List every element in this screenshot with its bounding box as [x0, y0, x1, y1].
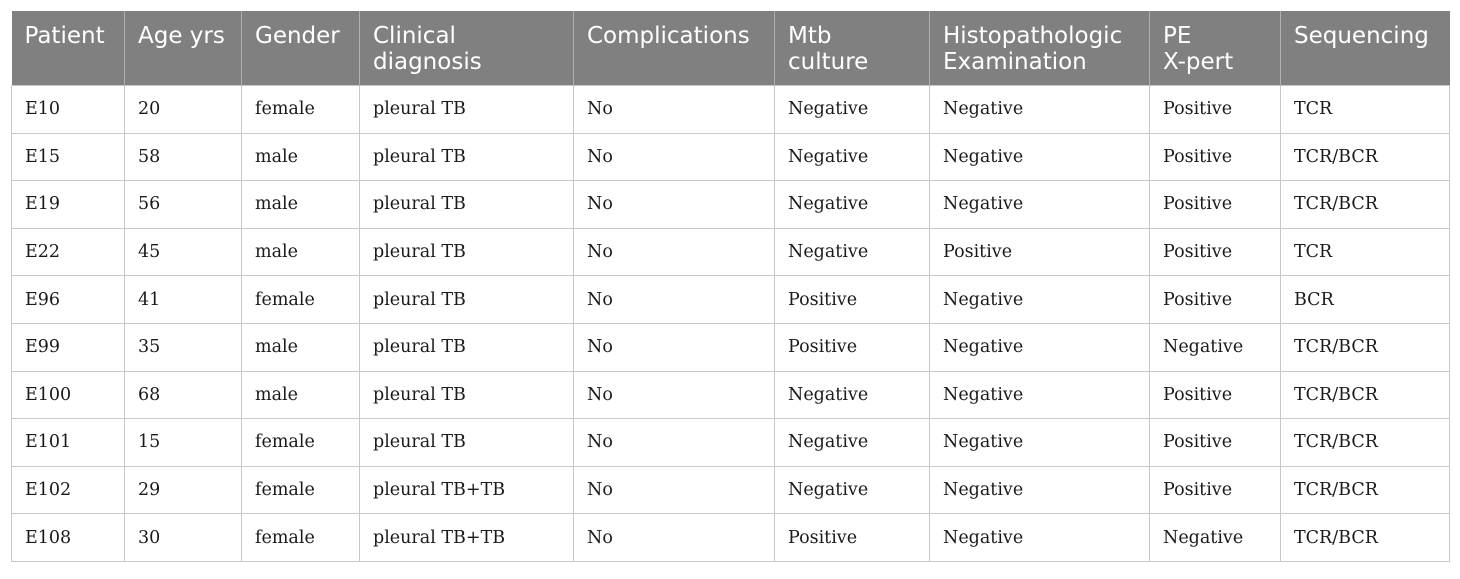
cell-pe-xpert: Positive [1150, 371, 1281, 419]
cell-gender: female [242, 419, 360, 467]
cell-sequencing: BCR [1281, 276, 1450, 324]
cell-sequencing: TCR/BCR [1281, 419, 1450, 467]
cell-gender: female [242, 466, 360, 514]
cell-patient: E99 [12, 323, 125, 371]
table-body [12, 86, 1450, 562]
cell-mtb-culture: Negative [775, 133, 930, 181]
cell-gender: male [242, 323, 360, 371]
cell-complications: No [574, 419, 775, 467]
header-label: Age yrs [138, 23, 225, 49]
cell-sequencing: TCR/BCR [1281, 514, 1450, 562]
cell-mtb-culture: Negative [775, 371, 930, 419]
table-row [12, 228, 1450, 276]
cell-sequencing: TCR/BCR [1281, 323, 1450, 371]
cell-histopathologic-examination: Negative [930, 466, 1150, 514]
cell-pe-xpert: Positive [1150, 276, 1281, 324]
header-mtb-culture [775, 11, 930, 86]
cell-patient: E96 [12, 276, 125, 324]
table-row [12, 419, 1450, 467]
header-label: Examination [943, 49, 1087, 75]
cell-age: 45 [125, 228, 242, 276]
cell-histopathologic-examination: Negative [930, 181, 1150, 229]
cell-clinical-diagnosis: pleural TB [360, 419, 574, 467]
cell-age: 30 [125, 514, 242, 562]
cell-mtb-culture: Negative [775, 228, 930, 276]
cell-complications: No [574, 86, 775, 134]
cell-pe-xpert: Positive [1150, 181, 1281, 229]
cell-complications: No [574, 514, 775, 562]
header-histopathologic-examination [930, 11, 1150, 86]
table-row [12, 276, 1450, 324]
cell-histopathologic-examination: Negative [930, 276, 1150, 324]
cell-complications: No [574, 133, 775, 181]
cell-pe-xpert: Positive [1150, 228, 1281, 276]
cell-histopathologic-examination: Negative [930, 323, 1150, 371]
cell-age: 35 [125, 323, 242, 371]
header-sequencing [1281, 11, 1450, 86]
header-patient [12, 11, 125, 86]
cell-age: 41 [125, 276, 242, 324]
cell-pe-xpert: Positive [1150, 419, 1281, 467]
header-label: X-pert [1163, 49, 1234, 75]
cell-complications: No [574, 371, 775, 419]
header-label: Mtb [788, 23, 832, 49]
cell-age: 68 [125, 371, 242, 419]
header-label: Complications [587, 23, 750, 49]
cell-clinical-diagnosis: pleural TB [360, 371, 574, 419]
header-label: Gender [255, 23, 340, 49]
cell-age: 15 [125, 419, 242, 467]
cell-sequencing: TCR [1281, 86, 1450, 134]
cell-gender: male [242, 133, 360, 181]
header-clinical-diagnosis [360, 11, 574, 86]
cell-complications: No [574, 323, 775, 371]
cell-sequencing: TCR/BCR [1281, 181, 1450, 229]
cell-gender: male [242, 228, 360, 276]
cell-patient: E22 [12, 228, 125, 276]
cell-mtb-culture: Positive [775, 276, 930, 324]
table-header [12, 11, 1450, 86]
table-row [12, 371, 1450, 419]
table-row [12, 133, 1450, 181]
cell-histopathologic-examination: Negative [930, 514, 1150, 562]
cell-complications: No [574, 466, 775, 514]
cell-gender: female [242, 276, 360, 324]
cell-pe-xpert: Positive [1150, 133, 1281, 181]
table-row [12, 466, 1450, 514]
cell-patient: E10 [12, 86, 125, 134]
cell-gender: male [242, 371, 360, 419]
table-row [12, 181, 1450, 229]
table-row [12, 514, 1450, 562]
header-label: Patient [24, 23, 105, 49]
header-label: Clinical [373, 23, 456, 49]
cell-patient: E100 [12, 371, 125, 419]
cell-clinical-diagnosis: pleural TB+TB [360, 514, 574, 562]
cell-age: 20 [125, 86, 242, 134]
header-label: PE [1163, 23, 1192, 49]
cell-age: 29 [125, 466, 242, 514]
cell-complications: No [574, 276, 775, 324]
table-row [12, 323, 1450, 371]
cell-sequencing: TCR/BCR [1281, 466, 1450, 514]
cell-patient: E15 [12, 133, 125, 181]
cell-clinical-diagnosis: pleural TB [360, 86, 574, 134]
header-gender [242, 11, 360, 86]
header-label: diagnosis [373, 49, 482, 75]
cell-clinical-diagnosis: pleural TB [360, 323, 574, 371]
cell-sequencing: TCR [1281, 228, 1450, 276]
header-row [12, 11, 1450, 86]
cell-histopathologic-examination: Negative [930, 86, 1150, 134]
cell-mtb-culture: Negative [775, 466, 930, 514]
header-age [125, 11, 242, 86]
cell-age: 56 [125, 181, 242, 229]
cell-pe-xpert: Positive [1150, 466, 1281, 514]
cell-patient: E19 [12, 181, 125, 229]
header-pe-xpert [1150, 11, 1281, 86]
cell-mtb-culture: Negative [775, 419, 930, 467]
cell-pe-xpert: Negative [1150, 514, 1281, 562]
cell-clinical-diagnosis: pleural TB [360, 133, 574, 181]
cell-histopathologic-examination: Negative [930, 371, 1150, 419]
cell-mtb-culture: Positive [775, 323, 930, 371]
cell-sequencing: TCR/BCR [1281, 371, 1450, 419]
cell-clinical-diagnosis: pleural TB [360, 276, 574, 324]
cell-gender: female [242, 86, 360, 134]
cell-histopathologic-examination: Negative [930, 419, 1150, 467]
cell-clinical-diagnosis: pleural TB+TB [360, 466, 574, 514]
cell-clinical-diagnosis: pleural TB [360, 181, 574, 229]
cell-pe-xpert: Positive [1150, 86, 1281, 134]
cell-complications: No [574, 181, 775, 229]
cell-gender: female [242, 514, 360, 562]
patient-table-container [11, 11, 1449, 562]
cell-age: 58 [125, 133, 242, 181]
cell-mtb-culture: Negative [775, 181, 930, 229]
patient-table [11, 11, 1450, 562]
header-label: culture [788, 49, 869, 75]
cell-patient: E108 [12, 514, 125, 562]
cell-histopathologic-examination: Negative [930, 133, 1150, 181]
cell-clinical-diagnosis: pleural TB [360, 228, 574, 276]
cell-complications: No [574, 228, 775, 276]
cell-gender: male [242, 181, 360, 229]
cell-sequencing: TCR/BCR [1281, 133, 1450, 181]
cell-patient: E101 [12, 419, 125, 467]
cell-mtb-culture: Positive [775, 514, 930, 562]
header-label: Sequencing [1294, 23, 1429, 49]
cell-mtb-culture: Negative [775, 86, 930, 134]
header-label: Histopathologic [943, 23, 1123, 49]
cell-pe-xpert: Negative [1150, 323, 1281, 371]
cell-patient: E102 [12, 466, 125, 514]
cell-histopathologic-examination: Positive [930, 228, 1150, 276]
table-row [12, 86, 1450, 134]
header-complications [574, 11, 775, 86]
